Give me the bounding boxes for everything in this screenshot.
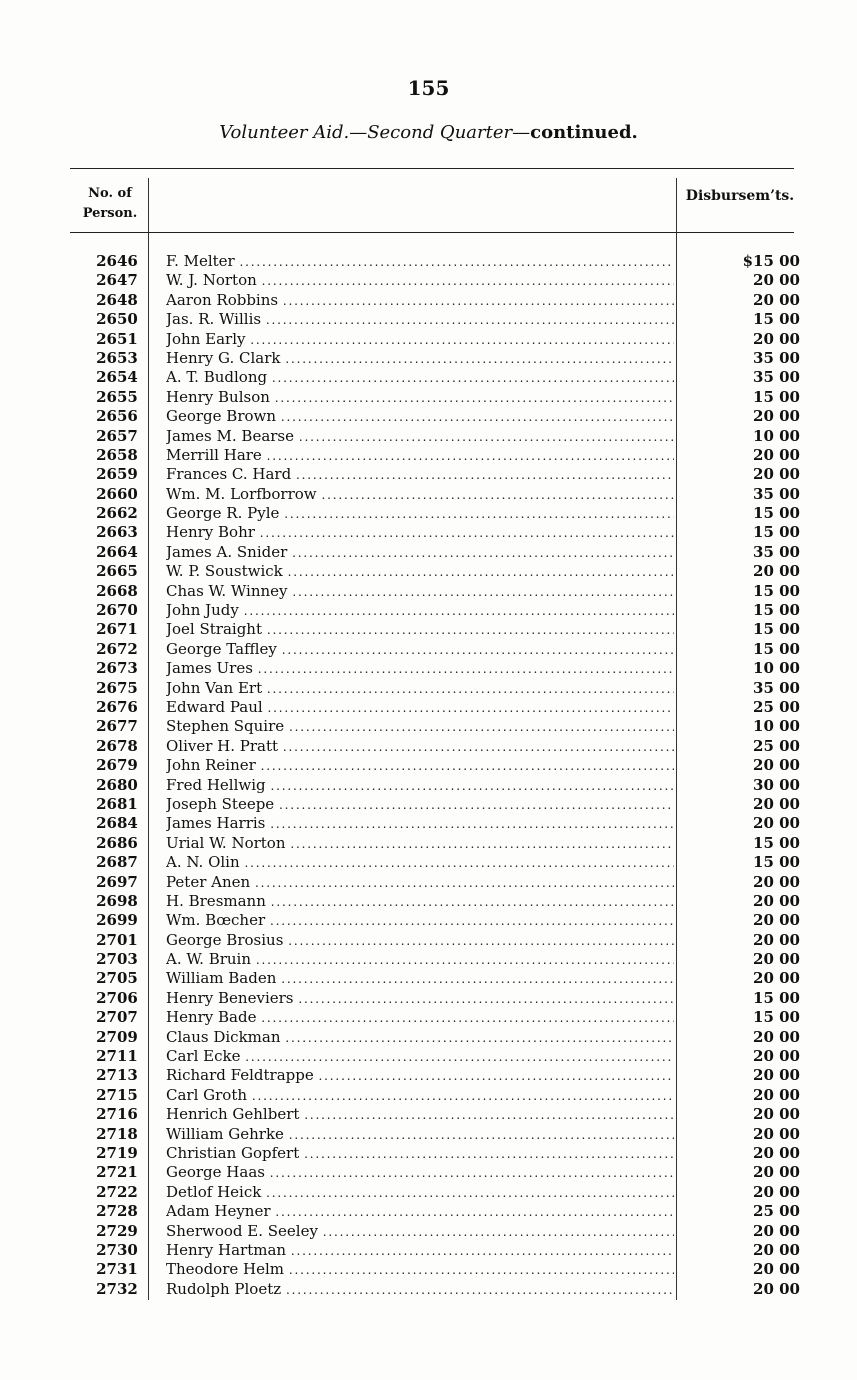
page-number: 155 xyxy=(407,76,450,100)
person-name-text: Henry Hartman xyxy=(166,1240,287,1259)
table-row xyxy=(0,407,857,426)
table-row xyxy=(0,310,857,329)
person-name xyxy=(166,1183,674,1203)
person-number: 2681 xyxy=(96,794,138,813)
person-name-text: George Haas xyxy=(166,1163,265,1182)
person-name xyxy=(166,1086,674,1106)
table-row xyxy=(0,1008,857,1027)
person-name xyxy=(166,1047,674,1067)
person-name-text: Fred Hellwig xyxy=(166,775,266,794)
person-name xyxy=(166,911,674,931)
disbursement-amount: 20 00 xyxy=(753,969,800,988)
person-name-text: Detlof Heick xyxy=(166,1182,262,1201)
table-row xyxy=(0,1183,857,1202)
person-name xyxy=(166,1105,674,1125)
person-name xyxy=(166,523,674,543)
person-name xyxy=(166,407,674,427)
disbursement-amount: 15 00 xyxy=(753,581,800,600)
person-name xyxy=(166,446,674,466)
person-number: 2706 xyxy=(96,988,138,1007)
person-name-text: William Baden xyxy=(166,969,277,988)
person-name-text: Oliver H. Pratt xyxy=(166,736,279,755)
person-name-text: F. Melter xyxy=(166,252,235,270)
table-row xyxy=(0,1260,857,1279)
person-name-text: Henry G. Clark xyxy=(166,348,281,367)
person-name-text: Jas. R. Willis xyxy=(166,310,262,329)
table-row xyxy=(0,388,857,407)
disbursement-amount: 20 00 xyxy=(753,756,800,775)
person-number: 2718 xyxy=(96,1124,138,1143)
person-name xyxy=(166,368,674,388)
person-name-text: Chas W. Winney xyxy=(166,581,288,600)
table-row xyxy=(0,853,857,872)
person-number: 2670 xyxy=(96,601,138,620)
person-name xyxy=(166,969,674,989)
header-rule xyxy=(70,232,794,233)
person-number: 2721 xyxy=(96,1163,138,1182)
person-name-text: George Brown xyxy=(166,407,277,426)
person-name xyxy=(166,659,674,679)
person-name xyxy=(166,834,674,854)
table-row xyxy=(0,485,857,504)
person-name-text: Carl Groth xyxy=(166,1085,248,1104)
person-name xyxy=(166,1028,674,1048)
person-number: 2648 xyxy=(96,290,138,309)
person-name xyxy=(166,1260,674,1280)
person-number: 2722 xyxy=(96,1182,138,1201)
disbursement-amount: 20 00 xyxy=(753,290,800,309)
person-name-text: A. T. Budlong xyxy=(166,368,268,387)
person-number: 2650 xyxy=(96,310,138,329)
person-name xyxy=(166,679,674,699)
table-row xyxy=(0,349,857,368)
person-number: 2715 xyxy=(96,1085,138,1104)
person-name xyxy=(166,252,674,272)
table-row xyxy=(0,950,857,969)
person-number: 2719 xyxy=(96,1143,138,1162)
disbursement-amount: 35 00 xyxy=(753,542,800,561)
table-row xyxy=(0,562,857,581)
disbursement-amount: 20 00 xyxy=(753,407,800,426)
disbursement-amount: 15 00 xyxy=(753,639,800,658)
person-name xyxy=(166,310,674,330)
person-number: 2659 xyxy=(96,465,138,484)
top-rule xyxy=(70,168,794,169)
disbursement-amount: 20 00 xyxy=(753,872,800,891)
disbursement-amount: 20 00 xyxy=(753,911,800,930)
person-name-text: James Harris xyxy=(166,814,266,833)
disbursement-amount: 20 00 xyxy=(753,1066,800,1085)
table-row xyxy=(0,543,857,562)
person-number: 2654 xyxy=(96,368,138,387)
table-row xyxy=(0,911,857,930)
person-name xyxy=(166,776,674,796)
table-row xyxy=(0,776,857,795)
table-row xyxy=(0,931,857,950)
person-number: 2646 xyxy=(96,252,138,270)
person-name xyxy=(166,330,674,350)
person-name-text: Urial W. Norton xyxy=(166,833,286,852)
person-number: 2728 xyxy=(96,1202,138,1221)
person-name xyxy=(166,892,674,912)
header-person-number xyxy=(72,184,148,224)
disbursement-amount: 20 00 xyxy=(753,1124,800,1143)
person-number: 2732 xyxy=(96,1279,138,1298)
disbursement-amount: 20 00 xyxy=(753,1279,800,1298)
person-name xyxy=(166,1144,674,1164)
disbursement-amount: 20 00 xyxy=(753,562,800,581)
person-name-text: Henrich Gehlbert xyxy=(166,1105,300,1124)
disbursement-amount: 10 00 xyxy=(753,426,800,445)
disbursement-amount: 20 00 xyxy=(753,794,800,813)
disbursement-amount: 10 00 xyxy=(753,717,800,736)
person-name xyxy=(166,291,674,311)
disbursement-amount: 15 00 xyxy=(753,988,800,1007)
person-name-text: Claus Dickman xyxy=(166,1027,281,1046)
table-row xyxy=(0,834,857,853)
disbursement-amount: 20 00 xyxy=(753,1105,800,1124)
person-number: 2679 xyxy=(96,756,138,775)
disbursement-amount: 20 00 xyxy=(753,271,800,290)
person-number: 2711 xyxy=(96,1047,138,1066)
person-number: 2671 xyxy=(96,620,138,639)
person-number: 2657 xyxy=(96,426,138,445)
person-name xyxy=(166,620,674,640)
disbursement-amount: 35 00 xyxy=(753,368,800,387)
person-name xyxy=(166,640,674,660)
person-name-text: Henry Bade xyxy=(166,1008,257,1027)
person-name-text: George R. Pyle xyxy=(166,504,280,523)
table-row xyxy=(0,1280,857,1299)
person-number: 2707 xyxy=(96,1008,138,1027)
table-row xyxy=(0,1163,857,1182)
disbursement-amount: 20 00 xyxy=(753,1182,800,1201)
disbursement-amount: 25 00 xyxy=(753,697,800,716)
person-name xyxy=(166,795,674,815)
table-row xyxy=(0,1028,857,1047)
person-number: 2698 xyxy=(96,891,138,910)
person-name-text: Henry Bulson xyxy=(166,387,270,406)
disbursement-amount: 10 00 xyxy=(753,659,800,678)
table-row xyxy=(0,1144,857,1163)
disbursement-amount: 20 00 xyxy=(753,1221,800,1240)
person-name-text: W. P. Soustwick xyxy=(166,562,283,581)
person-name-text: Merrill Hare xyxy=(166,445,262,464)
person-number: 2686 xyxy=(96,833,138,852)
person-name-text: Theodore Helm xyxy=(166,1260,285,1279)
person-name xyxy=(166,349,674,369)
person-name-text: George Taffley xyxy=(166,639,277,658)
person-name-text: Wm. Bœcher xyxy=(166,911,266,930)
person-name-text: Henry Beneviers xyxy=(166,988,294,1007)
person-number: 2705 xyxy=(96,969,138,988)
table-row xyxy=(0,737,857,756)
disbursement-amount: 20 00 xyxy=(753,445,800,464)
person-name xyxy=(166,601,674,621)
person-name xyxy=(166,1125,674,1145)
person-number: 2701 xyxy=(96,930,138,949)
disbursement-amount: 35 00 xyxy=(753,678,800,697)
person-number: 2651 xyxy=(96,329,138,348)
person-name-text: Aaron Robbins xyxy=(166,290,279,309)
table-row xyxy=(0,523,857,542)
person-number: 2729 xyxy=(96,1221,138,1240)
table-row xyxy=(0,1086,857,1105)
person-name-text: Joel Straight xyxy=(166,620,262,639)
person-name-text: A. N. Olin xyxy=(166,853,240,872)
person-number: 2664 xyxy=(96,542,138,561)
disbursement-amount: 35 00 xyxy=(753,348,800,367)
header-disbursements: Disbursem’ts. xyxy=(685,188,795,204)
table-row xyxy=(0,717,857,736)
person-name xyxy=(166,717,674,737)
disbursement-amount: 15 00 xyxy=(753,504,800,523)
disbursement-amount: 15 00 xyxy=(753,310,800,329)
person-name-text: Carl Ecke xyxy=(166,1047,241,1066)
table-row xyxy=(0,1202,857,1221)
table-row xyxy=(0,427,857,446)
person-name-text: William Gehrke xyxy=(166,1124,284,1143)
table-row xyxy=(0,446,857,465)
disbursement-amount: 20 00 xyxy=(753,1027,800,1046)
person-name-text: Stephen Squire xyxy=(166,717,285,736)
person-name xyxy=(166,989,674,1009)
title-continued: continued. xyxy=(530,122,638,143)
person-name xyxy=(166,1008,674,1028)
disbursement-amount: 20 00 xyxy=(753,891,800,910)
person-name xyxy=(166,543,674,563)
table-row xyxy=(0,252,857,271)
person-number: 2655 xyxy=(96,387,138,406)
table-row xyxy=(0,989,857,1008)
table-row xyxy=(0,698,857,717)
table-row xyxy=(0,504,857,523)
person-name-text: Wm. M. Lorfborrow xyxy=(166,484,317,503)
person-name-text: John Reiner xyxy=(166,756,256,775)
person-number: 2662 xyxy=(96,504,138,523)
table-row xyxy=(0,1047,857,1066)
person-number: 2716 xyxy=(96,1105,138,1124)
person-name-text: Peter Anen xyxy=(166,872,251,891)
disbursement-amount: 20 00 xyxy=(753,930,800,949)
disbursement-amount: 20 00 xyxy=(753,1163,800,1182)
disbursement-amount: 20 00 xyxy=(753,814,800,833)
person-name-text: H. Bresmann xyxy=(166,891,266,910)
person-name xyxy=(166,698,674,718)
disbursement-amount: 20 00 xyxy=(753,1260,800,1279)
person-name-text: Henry Bohr xyxy=(166,523,255,542)
table-row xyxy=(0,1066,857,1085)
disbursement-amount: 35 00 xyxy=(753,484,800,503)
table-row xyxy=(0,873,857,892)
table-row xyxy=(0,465,857,484)
person-name-text: Frances C. Hard xyxy=(166,465,292,484)
person-name-text: Edward Paul xyxy=(166,697,263,716)
table-row xyxy=(0,814,857,833)
person-number: 2678 xyxy=(96,736,138,755)
person-number: 2665 xyxy=(96,562,138,581)
person-number: 2687 xyxy=(96,853,138,872)
disbursement-amount: 20 00 xyxy=(753,1047,800,1066)
table-row xyxy=(0,368,857,387)
person-number: 2660 xyxy=(96,484,138,503)
disbursement-amount: 15 00 xyxy=(753,620,800,639)
person-name xyxy=(166,853,674,873)
person-name-text: James Ures xyxy=(166,659,253,678)
person-number: 2668 xyxy=(96,581,138,600)
person-name-text: Adam Heyner xyxy=(166,1202,271,1221)
person-number: 2730 xyxy=(96,1240,138,1259)
disbursement-amount: 20 00 xyxy=(753,329,800,348)
person-number: 2663 xyxy=(96,523,138,542)
table-row xyxy=(0,620,857,639)
person-name xyxy=(166,1241,674,1261)
person-name xyxy=(166,814,674,834)
person-number: 2647 xyxy=(96,271,138,290)
person-number: 2684 xyxy=(96,814,138,833)
person-name-text: Christian Gopfert xyxy=(166,1143,300,1162)
ledger-rows xyxy=(0,252,857,1299)
person-number: 2699 xyxy=(96,911,138,930)
person-name-text: Sherwood E. Seeley xyxy=(166,1221,318,1240)
person-name-text: James A. Snider xyxy=(166,542,288,561)
disbursement-amount: 20 00 xyxy=(753,465,800,484)
disbursement-amount: 15 00 xyxy=(753,601,800,620)
disbursement-amount: 15 00 xyxy=(753,523,800,542)
table-row xyxy=(0,756,857,775)
person-name xyxy=(166,931,674,951)
person-name xyxy=(166,562,674,582)
person-name xyxy=(166,1202,674,1222)
disbursement-amount: 25 00 xyxy=(753,1202,800,1221)
person-number: 2697 xyxy=(96,872,138,891)
person-name xyxy=(166,756,674,776)
person-name xyxy=(166,465,674,485)
header-num-line2: Person. xyxy=(82,206,138,221)
disbursement-amount: 15 00 xyxy=(753,387,800,406)
disbursement-amount: $15 00 xyxy=(742,252,800,270)
person-name xyxy=(166,504,674,524)
person-name-text: Joseph Steepe xyxy=(166,794,275,813)
table-row xyxy=(0,291,857,310)
person-name xyxy=(166,1222,674,1242)
person-name-text: Richard Feldtrappe xyxy=(166,1066,314,1085)
disbursement-amount: 25 00 xyxy=(753,736,800,755)
page-title xyxy=(0,122,857,143)
person-number: 2673 xyxy=(96,659,138,678)
person-name-text: A. W. Bruin xyxy=(166,950,252,969)
disbursement-amount: 30 00 xyxy=(753,775,800,794)
person-name xyxy=(166,1280,674,1300)
person-name-text: George Brosius xyxy=(166,930,284,949)
person-name-text: W. J. Norton xyxy=(166,271,257,290)
disbursement-amount: 15 00 xyxy=(753,833,800,852)
table-row xyxy=(0,640,857,659)
table-row xyxy=(0,1125,857,1144)
title-italic: Volunteer Aid.—Second Quarter— xyxy=(219,122,531,143)
disbursement-amount: 20 00 xyxy=(753,1240,800,1259)
person-number: 2672 xyxy=(96,639,138,658)
table-row xyxy=(0,679,857,698)
table-row xyxy=(0,969,857,988)
disbursement-amount: 20 00 xyxy=(753,950,800,969)
person-number: 2731 xyxy=(96,1260,138,1279)
disbursement-amount: 15 00 xyxy=(753,853,800,872)
person-number: 2653 xyxy=(96,348,138,367)
person-name xyxy=(166,582,674,602)
table-row xyxy=(0,1105,857,1124)
disbursement-amount: 20 00 xyxy=(753,1085,800,1104)
person-name xyxy=(166,427,674,447)
table-row xyxy=(0,659,857,678)
person-name xyxy=(166,388,674,408)
person-name xyxy=(166,485,674,505)
person-number: 2675 xyxy=(96,678,138,697)
disbursement-amount: 15 00 xyxy=(753,1008,800,1027)
person-number: 2680 xyxy=(96,775,138,794)
person-number: 2658 xyxy=(96,445,138,464)
person-name xyxy=(166,950,674,970)
person-name-text: John Van Ert xyxy=(166,678,263,697)
person-number: 2713 xyxy=(96,1066,138,1085)
table-row xyxy=(0,1241,857,1260)
table-row xyxy=(0,892,857,911)
person-number: 2676 xyxy=(96,697,138,716)
person-name xyxy=(166,873,674,893)
person-name-text: John Early xyxy=(166,329,246,348)
table-row xyxy=(0,1222,857,1241)
person-name xyxy=(166,1163,674,1183)
person-number: 2656 xyxy=(96,407,138,426)
person-number: 2703 xyxy=(96,950,138,969)
person-number: 2709 xyxy=(96,1027,138,1046)
person-name-text: Rudolph Ploetz xyxy=(166,1279,282,1298)
person-name xyxy=(166,271,674,291)
disbursement-amount: 20 00 xyxy=(753,1143,800,1162)
person-number: 2677 xyxy=(96,717,138,736)
header-num-line1: No. of xyxy=(88,186,132,201)
table-row xyxy=(0,582,857,601)
table-row xyxy=(0,330,857,349)
person-name-text: James M. Bearse xyxy=(166,426,295,445)
person-name xyxy=(166,737,674,757)
table-row xyxy=(0,795,857,814)
table-row xyxy=(0,271,857,290)
person-name xyxy=(166,1066,674,1086)
table-row xyxy=(0,601,857,620)
person-name-text: John Judy xyxy=(166,601,239,620)
